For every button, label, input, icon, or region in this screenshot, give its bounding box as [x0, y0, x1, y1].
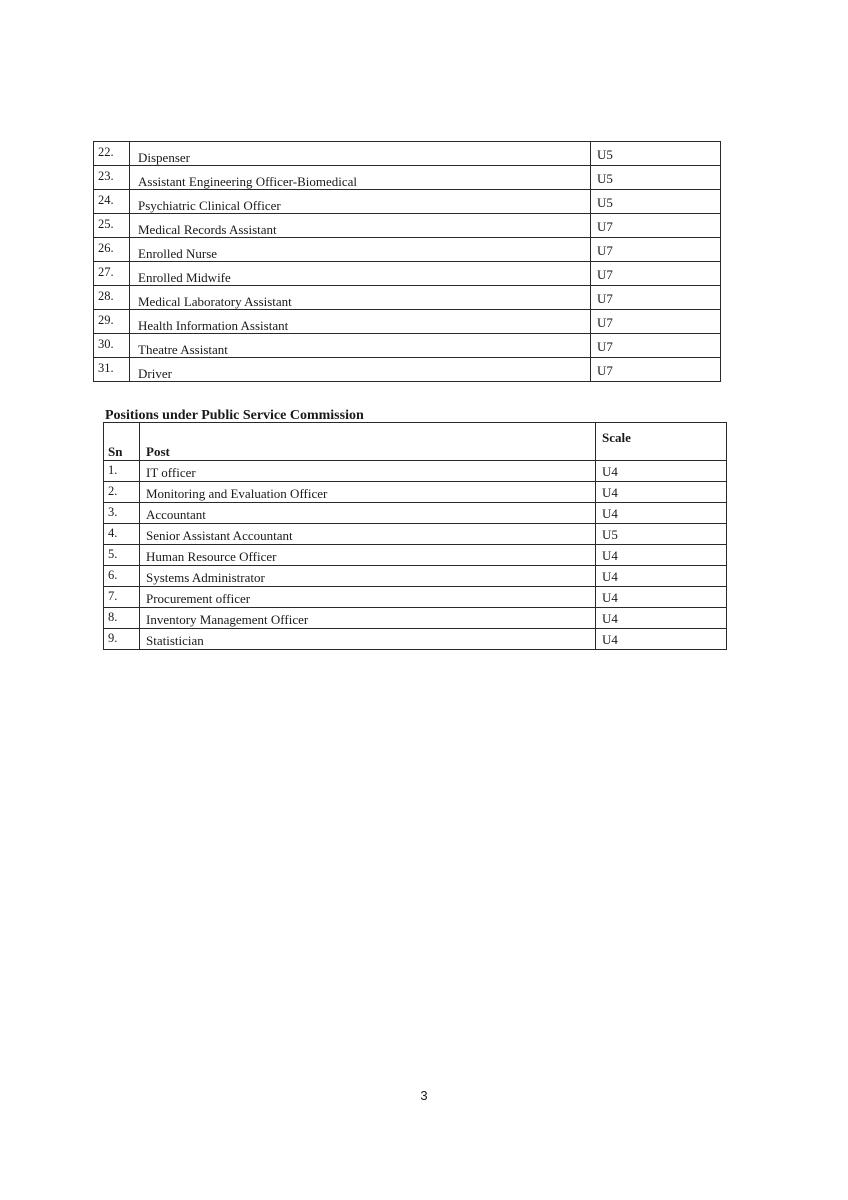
salary-scale: U7 [591, 358, 721, 382]
row-number: 30. [94, 334, 130, 358]
post-title: Systems Administrator [140, 566, 596, 587]
post-title: Statistician [140, 629, 596, 650]
table-row [104, 503, 727, 524]
page-number: 3 [420, 1088, 428, 1103]
table-row [94, 310, 721, 334]
salary-scale: U4 [596, 608, 727, 629]
row-number: 23. [94, 166, 130, 190]
salary-scale: U4 [596, 587, 727, 608]
table-row [104, 629, 727, 650]
table-row [104, 566, 727, 587]
row-number: 27. [94, 262, 130, 286]
salary-scale: U5 [591, 142, 721, 166]
post-title: Procurement officer [140, 587, 596, 608]
row-number: 4. [104, 524, 140, 545]
salary-scale: U5 [591, 190, 721, 214]
table-row [94, 262, 721, 286]
salary-scale: U5 [591, 166, 721, 190]
table-row [94, 142, 721, 166]
post-title: Monitoring and Evaluation Officer [140, 482, 596, 503]
post-title: Enrolled Midwife [130, 262, 591, 286]
table-row [94, 358, 721, 382]
row-number: 26. [94, 238, 130, 262]
row-number: 25. [94, 214, 130, 238]
table-row [94, 166, 721, 190]
salary-scale: U7 [591, 262, 721, 286]
post-title: Senior Assistant Accountant [140, 524, 596, 545]
row-number: 6. [104, 566, 140, 587]
row-number: 5. [104, 545, 140, 566]
post-title: Health Information Assistant [130, 310, 591, 334]
row-number: 2. [104, 482, 140, 503]
salary-scale: U7 [591, 238, 721, 262]
row-number: 8. [104, 608, 140, 629]
table-row [104, 461, 727, 482]
column-header-scale: Scale [596, 423, 727, 461]
row-number: 24. [94, 190, 130, 214]
column-header-sn: Sn [104, 423, 140, 461]
column-header-post: Post [140, 423, 596, 461]
row-number: 22. [94, 142, 130, 166]
table-row [104, 545, 727, 566]
salary-scale: U4 [596, 482, 727, 503]
row-number: 28. [94, 286, 130, 310]
positions-table-continued [93, 141, 721, 382]
salary-scale: U4 [596, 503, 727, 524]
row-number: 3. [104, 503, 140, 524]
post-title: Psychiatric Clinical Officer [130, 190, 591, 214]
table-row [94, 214, 721, 238]
table-header-row [104, 423, 727, 461]
section-title: Positions under Public Service Commission [105, 408, 364, 423]
post-title: Driver [130, 358, 591, 382]
table-row [94, 334, 721, 358]
post-title: Medical Records Assistant [130, 214, 591, 238]
table-row [94, 286, 721, 310]
post-title: Human Resource Officer [140, 545, 596, 566]
table-row [104, 587, 727, 608]
post-title: Theatre Assistant [130, 334, 591, 358]
table-row [94, 190, 721, 214]
salary-scale: U4 [596, 629, 727, 650]
row-number: 1. [104, 461, 140, 482]
salary-scale: U7 [591, 310, 721, 334]
row-number: 31. [94, 358, 130, 382]
table-row [104, 524, 727, 545]
salary-scale: U7 [591, 334, 721, 358]
salary-scale: U4 [596, 566, 727, 587]
post-title: Inventory Management Officer [140, 608, 596, 629]
post-title: Accountant [140, 503, 596, 524]
salary-scale: U5 [596, 524, 727, 545]
salary-scale: U4 [596, 461, 727, 482]
row-number: 7. [104, 587, 140, 608]
post-title: Enrolled Nurse [130, 238, 591, 262]
table-row [94, 238, 721, 262]
post-title: Assistant Engineering Officer-Biomedical [130, 166, 591, 190]
salary-scale: U4 [596, 545, 727, 566]
public-service-positions-table [103, 422, 727, 650]
salary-scale: U7 [591, 214, 721, 238]
salary-scale: U7 [591, 286, 721, 310]
row-number: 29. [94, 310, 130, 334]
post-title: Medical Laboratory Assistant [130, 286, 591, 310]
table-row [104, 482, 727, 503]
table-row [104, 608, 727, 629]
post-title: IT officer [140, 461, 596, 482]
post-title: Dispenser [130, 142, 591, 166]
row-number: 9. [104, 629, 140, 650]
